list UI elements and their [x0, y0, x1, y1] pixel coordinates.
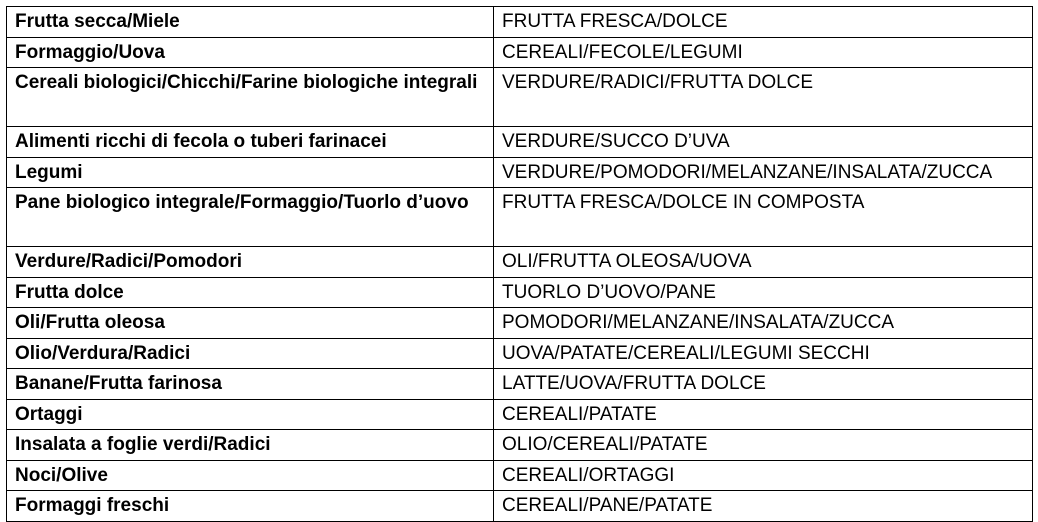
row-pairing-cell: CEREALI/ORTAGGI — [494, 460, 1033, 491]
row-pairing-cell: FRUTTA FRESCA/DOLCE IN COMPOSTA — [494, 188, 1033, 247]
row-food-cell: Formaggi freschi — [7, 491, 494, 522]
table-row — [7, 127, 1033, 158]
table-row — [7, 338, 1033, 369]
row-pairing-cell: CEREALI/PATATE — [494, 399, 1033, 430]
row-pairing-cell: OLIO/CEREALI/PATATE — [494, 430, 1033, 461]
row-food-cell: Frutta secca/Miele — [7, 7, 494, 38]
table-row — [7, 188, 1033, 247]
row-pairing-cell: VERDURE/RADICI/FRUTTA DOLCE — [494, 68, 1033, 127]
row-food-cell: Olio/Verdura/Radici — [7, 338, 494, 369]
row-pairing-cell: CEREALI/FECOLE/LEGUMI — [494, 37, 1033, 68]
table-row — [7, 68, 1033, 127]
row-pairing-cell: CEREALI/PANE/PATATE — [494, 491, 1033, 522]
food-combination-table-container — [6, 6, 1032, 522]
row-food-cell: Ortaggi — [7, 399, 494, 430]
row-food-cell: Legumi — [7, 157, 494, 188]
table-row — [7, 157, 1033, 188]
table-row — [7, 247, 1033, 278]
table-row — [7, 369, 1033, 400]
row-food-cell: Verdure/Radici/Pomodori — [7, 247, 494, 278]
row-pairing-cell: POMODORI/MELANZANE/INSALATA/ZUCCA — [494, 308, 1033, 339]
row-food-cell: Cereali biologici/Chicchi/Farine biologiche integrali — [7, 68, 494, 127]
table-row — [7, 37, 1033, 68]
row-food-cell: Oli/Frutta oleosa — [7, 308, 494, 339]
table-row — [7, 399, 1033, 430]
table-row — [7, 460, 1033, 491]
row-pairing-cell: FRUTTA FRESCA/DOLCE — [494, 7, 1033, 38]
table-row — [7, 7, 1033, 38]
row-food-cell: Alimenti ricchi di fecola o tuberi farinacei — [7, 127, 494, 158]
row-food-cell: Formaggio/Uova — [7, 37, 494, 68]
row-pairing-cell: VERDURE/POMODORI/MELANZANE/INSALATA/ZUCCA — [494, 157, 1033, 188]
row-food-cell: Pane biologico integrale/Formaggio/Tuorlo d’uovo — [7, 188, 494, 247]
table-row — [7, 430, 1033, 461]
row-pairing-cell: TUORLO D’UOVO/PANE — [494, 277, 1033, 308]
row-food-cell: Banane/Frutta farinosa — [7, 369, 494, 400]
row-pairing-cell: UOVA/PATATE/CEREALI/LEGUMI SECCHI — [494, 338, 1033, 369]
row-food-cell: Insalata a foglie verdi/Radici — [7, 430, 494, 461]
table-row — [7, 277, 1033, 308]
table-row — [7, 491, 1033, 522]
table-row — [7, 308, 1033, 339]
row-pairing-cell: OLI/FRUTTA OLEOSA/UOVA — [494, 247, 1033, 278]
food-combination-table — [6, 6, 1033, 522]
row-food-cell: Frutta dolce — [7, 277, 494, 308]
row-pairing-cell: VERDURE/SUCCO D’UVA — [494, 127, 1033, 158]
row-pairing-cell: LATTE/UOVA/FRUTTA DOLCE — [494, 369, 1033, 400]
row-food-cell: Noci/Olive — [7, 460, 494, 491]
